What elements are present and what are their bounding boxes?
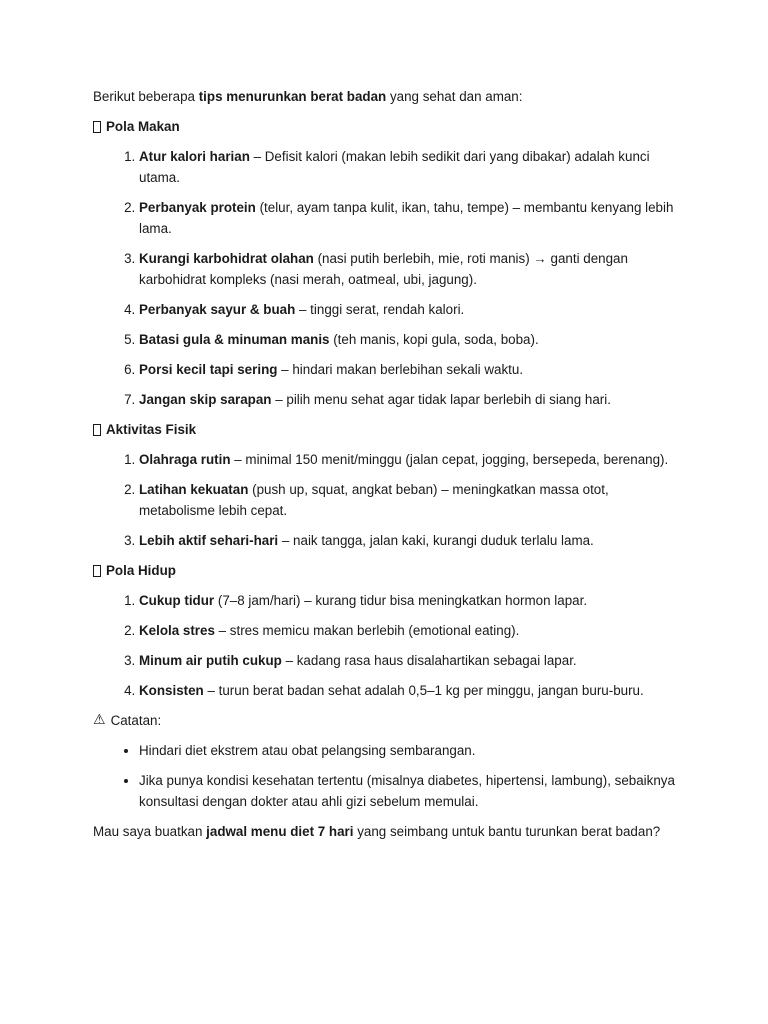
missing-glyph-icon	[93, 121, 101, 133]
list-item: • Jika punya kondisi kesehatan tertentu (misalnya diabetes, hipertensi, lambung), sebaiknya konsultasi dengan dokter atau ahli gizi sebelum memulai.	[139, 770, 676, 812]
list-item	[139, 197, 676, 239]
list-item-text: – turun berat badan sehat adalah 0,5–1 kg per minggu, jangan buru-buru.	[203, 683, 644, 698]
list-item-bold: Batasi gula & minuman manis	[139, 332, 330, 347]
list-item	[139, 650, 676, 671]
intro-suffix: yang sehat dan aman:	[386, 89, 523, 104]
list-item-text: – stres memicu makan berlebih (emotional eating).	[214, 623, 520, 638]
list-item-text: – tinggi serat, rendah kalori.	[295, 302, 465, 317]
list-aktivitas-fisik	[93, 449, 676, 551]
list-item	[139, 329, 676, 350]
list-item-text: – hindari makan berlebihan sekali waktu.	[277, 362, 524, 377]
list-item-bold: Perbanyak sayur & buah	[139, 302, 296, 317]
list-item-text: (push up, squat, angkat beban) – meningkatkan massa otot, metabolisme lebih cepat.	[139, 482, 609, 518]
section-heading-aktivitas-fisik	[93, 419, 676, 440]
list-item-text: – Defisit kalori (makan lebih sedikit dari yang dibakar) adalah kunci utama.	[139, 149, 650, 185]
list-item	[139, 620, 676, 641]
outro-paragraph	[93, 821, 676, 842]
list-item-text: – minimal 150 menit/minggu (jalan cepat, jogging, bersepeda, berenang).	[230, 452, 669, 467]
warning-icon: ⚠	[93, 712, 106, 728]
list-item-bold: Minum air putih cukup	[139, 653, 282, 668]
list-item-bold: Latihan kekuatan	[139, 482, 249, 497]
list-item	[139, 449, 676, 470]
section-heading-pola-hidup	[93, 560, 676, 581]
list-item	[139, 248, 676, 290]
list-item-text: – pilih menu sehat agar tidak lapar berlebih di siang hari.	[271, 392, 611, 407]
list-item	[139, 680, 676, 701]
notes-heading-label: Catatan:	[110, 713, 162, 728]
list-item-bold: Cukup tidur	[139, 593, 215, 608]
list-pola-hidup	[93, 590, 676, 701]
list-item-bold: Olahraga rutin	[139, 452, 231, 467]
section-heading-label: Pola Makan	[106, 119, 180, 134]
intro-prefix: Berikut beberapa	[93, 89, 199, 104]
list-item	[139, 359, 676, 380]
list-item-bold: Lebih aktif sehari-hari	[139, 533, 279, 548]
missing-glyph-icon	[93, 424, 101, 436]
list-item-text: (teh manis, kopi gula, soda, boba).	[329, 332, 539, 347]
list-item-bold: Konsisten	[139, 683, 204, 698]
section-heading-label: Aktivitas Fisik	[106, 422, 197, 437]
list-item-text: (nasi putih berlebih, mie, roti manis) → ganti dengan karbohidrat kompleks (nasi merah, oatmeal, ubi, jagung).	[139, 251, 628, 287]
section-heading-label: Pola Hidup	[106, 563, 176, 578]
list-item: • Hindari diet ekstrem atau obat pelangsing sembarangan.	[139, 740, 676, 761]
list-item-text: – naik tangga, jalan kaki, kurangi duduk terlalu lama.	[278, 533, 594, 548]
notes-list	[93, 740, 676, 812]
list-item-text: (7–8 jam/hari) – kurang tidur bisa meningkatkan hormon lapar.	[214, 593, 588, 608]
list-item-bold: Perbanyak protein	[139, 200, 256, 215]
outro-bold: jadwal menu diet 7 hari	[206, 824, 354, 839]
list-item-bold: Kurangi karbohidrat olahan	[139, 251, 314, 266]
list-item-bold: Jangan skip sarapan	[139, 392, 272, 407]
missing-glyph-icon	[93, 565, 101, 577]
list-item	[139, 590, 676, 611]
section-heading-pola-makan	[93, 116, 676, 137]
list-pola-makan	[93, 146, 676, 410]
list-item	[139, 299, 676, 320]
list-item-bold: Kelola stres	[139, 623, 215, 638]
list-item-bold: Atur kalori harian	[139, 149, 250, 164]
list-item	[139, 530, 676, 551]
list-item-text: (telur, ayam tanpa kulit, ikan, tahu, tempe) – membantu kenyang lebih lama.	[139, 200, 674, 236]
list-item-text: – kadang rasa haus disalahartikan sebagai lapar.	[281, 653, 577, 668]
list-item	[139, 146, 676, 188]
intro-paragraph	[93, 86, 676, 107]
list-item	[139, 479, 676, 521]
list-item	[139, 389, 676, 410]
intro-bold: tips menurunkan berat badan	[198, 89, 387, 104]
notes-heading	[93, 710, 676, 731]
outro-suffix: yang seimbang untuk bantu turunkan berat badan?	[353, 824, 661, 839]
outro-prefix: Mau saya buatkan	[93, 824, 207, 839]
list-item-bold: Porsi kecil tapi sering	[139, 362, 278, 377]
